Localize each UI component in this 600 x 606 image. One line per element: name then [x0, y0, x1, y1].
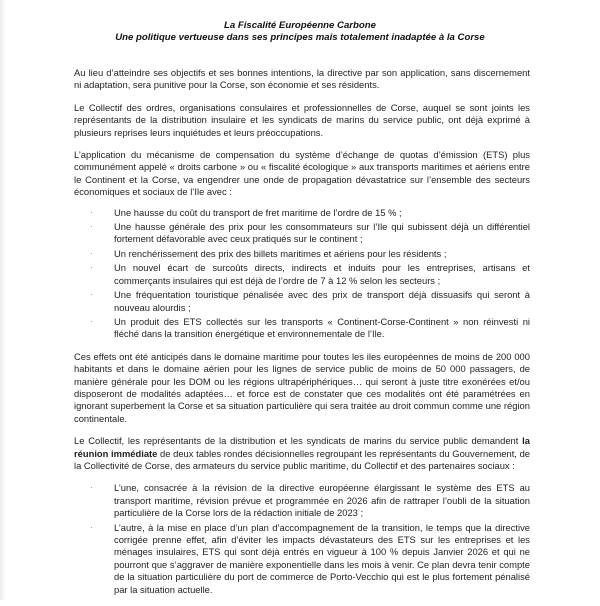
list-item: · L’autre, à la mise en place d’un plan d’accompagnement de la transition, le temps que la directive corrigée prenne effet, afin d’éviter les impacts dévastateurs des ETS sur les entreprises et les ménages insulaires, ETS qui sont déjà entrés en vigueur à 100 % depuis Janvier 2026 et qui ne pourront que s’aggraver de manière exponentielle dans les mois à venir. Ce plan devra tenir compte de la situation particulière du port de commerce de Porto-Vecchio qui est le plus fortement pénalisé par la situation actuelle. — [90, 521, 530, 595]
page-edge-shadow — [0, 0, 6, 600]
bullet-icon: · — [90, 222, 93, 232]
bullet-icon: · — [90, 483, 93, 493]
bullet-icon: · — [90, 316, 93, 326]
document-body — [74, 67, 530, 606]
list-item: · Une hausse générale des prix pour les consommateurs sur l’Ile qui subissent déjà un différentiel fortement défavorable avec ceux pratiqués sur le continent ; — [90, 221, 530, 245]
document-subtitle: Une politique vertueuse dans ses principes mais totalement inadaptée à la Corse — [115, 32, 485, 43]
paragraph-demands: Le Collectif, les représentants de la distribution et les syndicats de marins du service public demandent la réunion immédiate de deux tables rondes décisionnelles regroupant les représentants du Gouvernement, de la Collectivité de Corse, des armateurs du service public maritime, du Collectif et des partenaires sociaux : — [74, 435, 530, 471]
list-item: · Un nouvel écart de surcoûts directs, indirects et induits pour les entreprises, artisans et commerçants insulaires qui est déjà de l’ordre de 7 à 12 % selon les secteurs ; — [90, 262, 530, 286]
effects-list — [74, 207, 530, 341]
emphasis-reunion-immediate: la réunion immédiate — [74, 435, 530, 459]
list-item: · Un produit des ETS collectés sur les transports « Continent-Corse-Continent » non réinvesti ni fléché dans la transition énergétique et environnementale de l’Ile. — [90, 315, 530, 340]
bullet-icon: · — [90, 263, 93, 273]
list-item: · Un renchérissement des prix des billets maritimes et aériens pour les résidents ; — [90, 247, 447, 259]
list-item: · L’une, consacrée à la révision de la directive européenne élargissant le système des ETS au transport maritime, révision prévue et programmée en 2026 afin de rattraper l’oubli de la situation particulière de la Corse lors de la rédaction initiale de 2023 ; — [90, 482, 530, 519]
demands-list — [74, 482, 530, 596]
document-title: La Fiscalité Européenne Carbone — [224, 20, 376, 31]
bullet-icon: · — [90, 248, 93, 258]
paragraph-anticipated-effects: Ces effets ont été anticipés dans le domaine maritime pour toutes les iles européennes de moins de 200 000 habitants et dans le domaine aérien pour les lignes de service public de moins de 50 000 passagers, de manière générale pour les DOM ou les régions ultrapériphériques… qui seront à juste titre exonérées et/ou disposeront de modalités adaptées… et force est de constater que ces modalités ont été paramétrées en ignorant superbement la Corse et sa situation particulière qui sera traitée au droit commun comme une région continentale. — [74, 350, 530, 424]
list-item: · Une fréquentation touristique pénalisée avec des prix de transport déjà dissuasifs qui seront à nouveau alourdis ; — [90, 289, 530, 313]
bullet-icon: · — [90, 207, 93, 217]
list-item: · Une hausse du coût du transport de fret maritime de l’ordre de 15 % ; — [90, 206, 402, 218]
paragraph-collectif: Le Collectif des ordres, organisations consulaires et professionnelles de Corse, auquel se sont joints les représentants de la distribution insulaire et les syndicats de marins du service public, ont déjà exprimé à plusieurs reprises leurs inquiétudes et leurs préoccupations. — [74, 101, 530, 138]
bullet-icon: · — [90, 522, 93, 532]
paragraph-intro: Au lieu d’atteindre ses objectifs et ses bonnes intentions, la directive par son application, sans discernement ni adaptation, sera punitive pour la Corse, son économie et ses résidents. — [74, 67, 530, 91]
bullet-icon: · — [90, 290, 93, 300]
paragraph-ets-application: L’application du mécanisme de compensation du système d’échange de quotas d’émission (ETS) plus communément appelé « droits carbone » ou « fiscalité écologique » aux transports maritimes et aériens entre le Continent et la Corse, va engendrer une onde de propagation dévastatrice sur l’ensemble des secteurs économiques et sociaux de l’Ile avec : — [74, 149, 530, 198]
